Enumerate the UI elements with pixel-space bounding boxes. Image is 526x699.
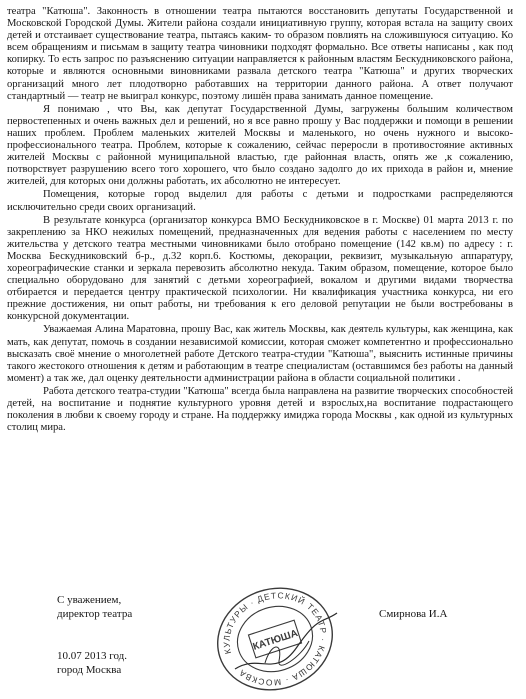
- paragraph-5: Уважаемая Алина Маратовна, прошу Вас, как житель Москвы, как деятель культуры, как женщина, как мать, как депутат, помочь в создании независимой комиссии, которая сможет компетентно и профессионально высказать своё мнение о многолетней работе Детского театра-студии "Катюша", выяснить истинные причины такого жестокого отношения к детям и работающим в театре специалистам (оставшимся без работы на данный момент) а так же, дал оценку деятельности администрации района в области социальной политики .: [7, 324, 513, 384]
- letter-date: 10.07 2013 год.: [57, 650, 128, 662]
- paragraph-6: Работа детского театра-студии "Катюша" всегда была направлена на развитие творческих способностей детей, на воспитание и поднятие культурного уровня детей и взрослых,на воспитание подрастающего поколения в любви к своему городу и стране. На поддержку имиджа города Москвы , как одной из культурных столиц мира.: [7, 385, 513, 434]
- paragraph-2: Я понимаю , что Вы, как депутат Государственной Думы, загружены большим количеством первостепенных и очень важных дел и решений, но я все равно прошу у Вас поддержки и помощи в решении наших проблем. Проблем маленьких жителей Москвы и маленького, но очень нужного и высоко-профессионального театра. Проблем, которые к сожалению, сейчас переросли в противостояние активных жителей Москвы с районной муниципальной властью, где районная власть, опять же ,к сожалению, потворствует разрушению всего того хорошего, что было создано задолго до их прихода в район и, мнение жителей, для которых они должны работать, их абсолютно не интересует.: [7, 103, 513, 188]
- date-block: [57, 649, 127, 677]
- letter-city: город Москва: [57, 664, 122, 676]
- stamp-lettering: [209, 583, 342, 695]
- stamp-outer-text: КУЛЬТУРЫ · ДЕТСКИЙ ТЕАТР · КАТЮША · МОСКВА: [221, 590, 329, 688]
- stamp-center-text: КАТЮША: [251, 628, 300, 653]
- letter-body: [7, 6, 513, 435]
- closing-position: директор театра: [57, 608, 133, 620]
- closing-block: [57, 593, 132, 621]
- paragraph-3: Помещения, которые город выделил для работы с детьми и подростками распределяются исключительно среди своих организаций.: [7, 189, 513, 213]
- closing-regards: С уважением,: [57, 594, 122, 606]
- paragraph-4: В результате конкурса (организатор конкурса ВМО Бескудниковское в г. Москве) 01 марта 2013 г. по закреплению за НКО нежилых помещений, предназначенных для ведения работы с населением по месту жительства у детского театра местными чиновниками было отобрано помещение (142 кв.м) по адресу : г. Москва Бескудниковский б-р., д.32 корп.6. Костюмы, декорации, реквизит, музыкальную аппаратуру, хореографические станки и зеркала перевозить абсолютно некуда. Таким образом, помещение, которое было специально оборудовано для занятий с детьми хореографией, вокалом и другими видами творчества отбирается и передается центру практической психологии. Ни квалификация участника конкурса, ни его прежние достижения, ни опыт работы, ни требования к его деловой репутации не были востребованы в конкурсной документации.: [7, 214, 513, 323]
- paragraph-1: театра "Катюша". Законность в отношении театра пытаются восстановить депутаты Государственной и Московской Городской Думы. Жители района создали инициативную группу, которая встала на защиту своих детей и отстаивает существование театра, пытаясь каким- то образом повлиять на сложившуюся ситуацию. Ко всем обращениям и письмам в защиту театра чиновники подходят формально. Все ответы написаны , как под копирку. То есть запрос по разъяснению ситуации направляется к районным властям Бескудниковского района, которые и являются основными виновниками развала детского театра "Катюша" и других творческих организаций много лет плодотворно работавших на территории данного района. А ответ получают стандартный — театр не выиграл конкурс, поэтому лишён права занимать данное помещение.: [7, 6, 513, 102]
- signer-name: Смирнова И.А: [379, 608, 448, 620]
- theater-stamp-icon: [205, 583, 345, 695]
